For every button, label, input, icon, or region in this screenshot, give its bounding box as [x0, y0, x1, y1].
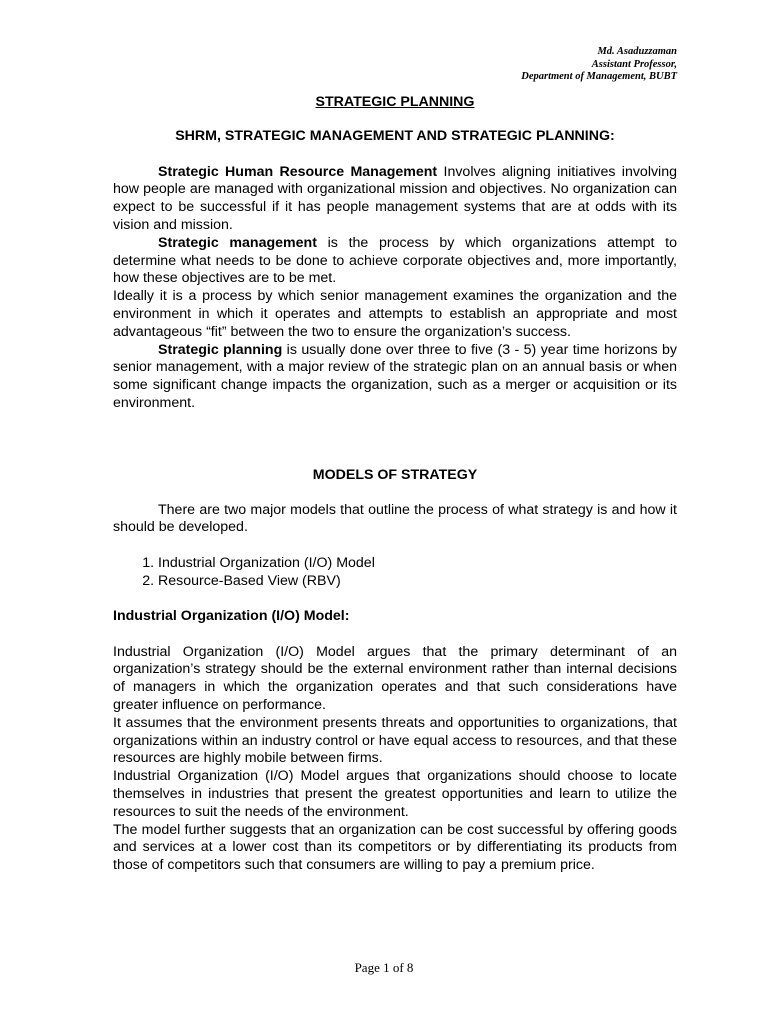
paragraph-strategic-planning — [113, 342, 677, 413]
paragraph-strategic-management-text: is the process by which organizations attempt to determine what needs to be done to achieve corporate objectives and, more importantly, how these objectives are to be met. — [113, 234, 677, 287]
paragraph-io-2: It assumes that the environment presents threats and opportunities to organizations, that organizations within an industry control or have equal access to resources, and that these resources are highly mobile between firms. — [113, 714, 677, 767]
paragraph-fit: Ideally it is a process by which senior management examines the organization and the environment in which it operates and attempts to establish an appropriate and most advantageous “fit” between the two to ensure the organization’s success. — [113, 288, 677, 340]
document-body — [113, 94, 677, 875]
list-item: 2. Resource-Based View (RBV) — [158, 573, 677, 591]
section-heading-shrm: SHRM, STRATEGIC MANAGEMENT AND STRATEGIC PLANNING: — [175, 127, 615, 144]
term-shrm: Strategic Human Resource Management — [158, 163, 438, 180]
page-number: Page 1 of 8 — [354, 960, 414, 975]
paragraph-strategic-planning-text: is usually done over three to five (3 - 5) year time horizons by senior management, with a major review of the strategic plan on an annual basis or when some significant change impacts the organization, such as a merger or acquisition or its environment. — [113, 341, 677, 411]
paragraph-shrm — [113, 164, 677, 235]
paragraph-shrm-text: Involves aligning initiatives involving how people are managed with organizational mission and objectives. No organization can expect to be successful if it has people management systems that are at odds with its vision and mission. — [113, 163, 677, 233]
list-item: 1. Industrial Organization (I/O) Model — [158, 555, 677, 573]
author-department: Department of Management, BUBT — [521, 71, 677, 82]
paragraph-io-3: Industrial Organization (I/O) Model argues that organizations should choose to locate themselves in industries that present the greatest opportunities and learn to utilize the resources to suit the needs of the environment. — [113, 768, 677, 820]
paragraph-io-4: The model further suggests that an organization can be cost successful by offering goods and services at a lower cost than its competitors or by differentiating its products from those of competitors such that consumers are willing to pay a premium price. — [113, 821, 677, 874]
section-heading-models: MODELS OF STRATEGY — [312, 466, 478, 483]
paragraph-io-1: Industrial Organization (I/O) Model argues that the primary determinant of an organization’s strategy should be the external environment rather than internal decisions of managers in which the organization operates and that such considerations have greater influence on performance. — [113, 643, 677, 713]
term-strategic-planning: Strategic planning — [158, 341, 283, 358]
paragraph-strategic-management — [113, 235, 677, 288]
models-list — [113, 555, 677, 591]
page-title: STRATEGIC PLANNING — [315, 94, 475, 110]
paragraph-models-intro: There are two major models that outline the process of what strategy is and how it should be developed. — [113, 501, 677, 536]
author-name: Md. Asaduzzaman — [597, 46, 677, 57]
author-header — [521, 46, 677, 84]
section-heading-io-model: Industrial Organization (I/O) Model: — [113, 607, 350, 624]
term-strategic-management: Strategic management — [158, 234, 317, 251]
author-position: Assistant Professor, — [591, 58, 677, 70]
